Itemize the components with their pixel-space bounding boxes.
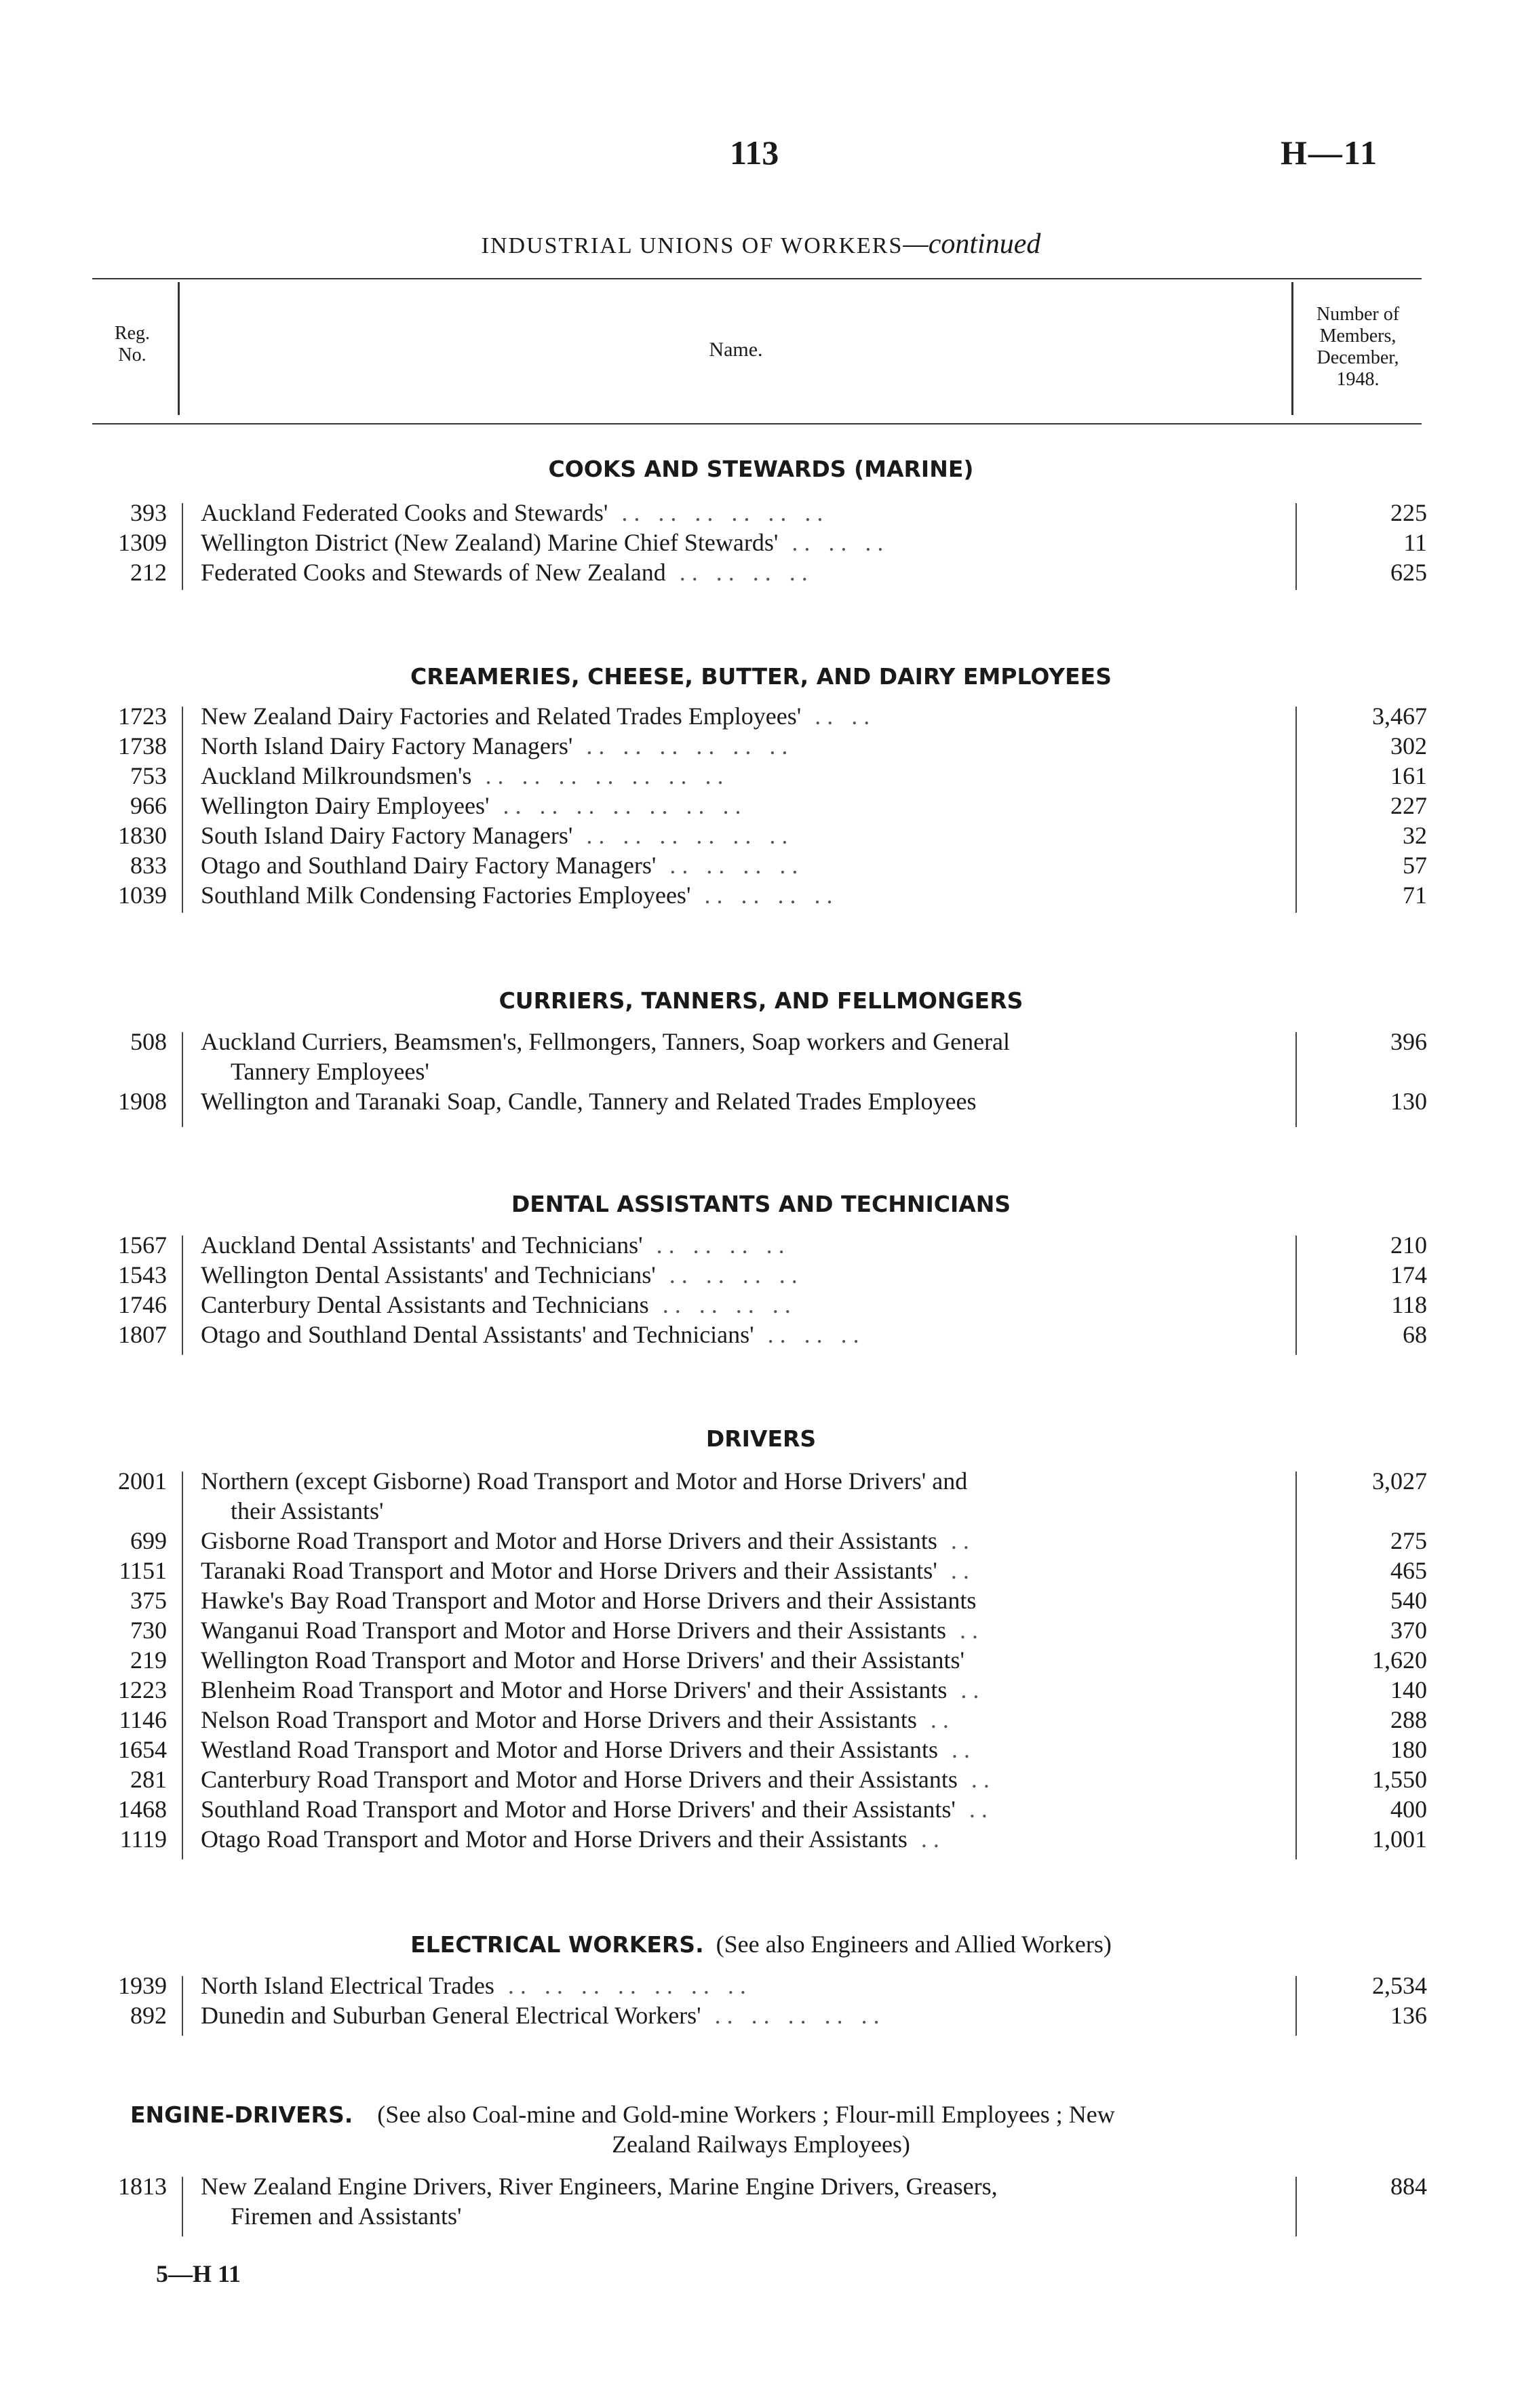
union-name bbox=[201, 1556, 1279, 1585]
table-row bbox=[0, 1556, 1522, 1585]
leader-dots: .. bbox=[950, 1557, 975, 1584]
table-row bbox=[0, 880, 1522, 910]
union-name bbox=[201, 761, 1279, 791]
reg-number: 375 bbox=[130, 1587, 167, 1614]
member-count: 227 bbox=[1390, 792, 1427, 819]
union-name-text: New Zealand Dairy Factories and Related Trades Employees' bbox=[201, 703, 802, 730]
table-row bbox=[0, 1824, 1522, 1854]
table-row bbox=[0, 1290, 1522, 1320]
table-row bbox=[0, 557, 1522, 587]
leader-dots: .. .. .. .. .. .. .. bbox=[503, 792, 747, 819]
leader-dots: .. .. .. .. bbox=[704, 882, 839, 909]
leader-dots: .. .. .. .. .. .. .. bbox=[507, 1972, 752, 1999]
reg-number: 1567 bbox=[118, 1231, 167, 1259]
table-row bbox=[0, 850, 1522, 880]
reg-no-header bbox=[95, 323, 170, 366]
union-name-text: Gisborne Road Transport and Motor and Horse Drivers and their Assistants bbox=[201, 1527, 937, 1554]
table-row bbox=[0, 1466, 1522, 1496]
table-row bbox=[0, 701, 1522, 731]
reg-no-header-line: No. bbox=[118, 344, 147, 366]
union-name-text: North Island Dairy Factory Managers' bbox=[201, 732, 573, 759]
section-title bbox=[0, 1930, 1522, 1958]
leader-dots: .. .. .. .. bbox=[679, 559, 814, 586]
leader-dots: .. bbox=[920, 1825, 945, 1853]
union-name bbox=[201, 1585, 1279, 1615]
union-name-text: Wellington and Taranaki Soap, Candle, Tannery and Related Trades Employees bbox=[201, 1088, 977, 1115]
member-count: 32 bbox=[1403, 822, 1427, 849]
union-name-text: Hawke's Bay Road Transport and Motor and Horse Drivers and their Assistants bbox=[201, 1587, 977, 1614]
union-name-text: Auckland Federated Cooks and Stewards' bbox=[201, 499, 608, 526]
union-name bbox=[201, 1290, 1279, 1320]
table-row bbox=[0, 1794, 1522, 1824]
member-count: 180 bbox=[1390, 1736, 1427, 1763]
table-row bbox=[0, 1526, 1522, 1556]
table-row bbox=[0, 528, 1522, 557]
member-count: 3,467 bbox=[1372, 703, 1427, 730]
union-name-continuation: Tannery Employees' bbox=[231, 1058, 429, 1085]
leader-dots: .. bbox=[951, 1736, 976, 1763]
union-name-text: Wellington Dairy Employees' bbox=[201, 792, 490, 819]
table-row bbox=[0, 1086, 1522, 1116]
table-row bbox=[0, 1585, 1522, 1615]
section-note: (See also Engineers and Allied Workers) bbox=[716, 1931, 1112, 1958]
leader-dots: .. .. .. .. bbox=[656, 1231, 791, 1259]
union-name bbox=[201, 1971, 1279, 2000]
member-count: 130 bbox=[1390, 1088, 1427, 1115]
reg-number: 1939 bbox=[118, 1972, 167, 1999]
section-title: COOKS AND STEWARDS (MARINE) bbox=[548, 456, 974, 482]
table-row bbox=[0, 1675, 1522, 1705]
union-name-text: Taranaki Road Transport and Motor and Horse Drivers and their Assistants' bbox=[201, 1557, 937, 1584]
union-name bbox=[201, 821, 1279, 850]
leader-dots: .. .. bbox=[815, 703, 876, 730]
member-count: 540 bbox=[1390, 1587, 1427, 1614]
member-count: 161 bbox=[1390, 762, 1427, 789]
reg-number: 1807 bbox=[118, 1321, 167, 1348]
union-name-text: South Island Dairy Factory Managers' bbox=[201, 822, 573, 849]
member-count: 57 bbox=[1403, 852, 1427, 879]
reg-number: 219 bbox=[130, 1646, 167, 1674]
union-name-text: Auckland Curriers, Beamsmen's, Fellmongers, Tanners, Soap workers and General bbox=[201, 1028, 1011, 1055]
row-continuation bbox=[0, 2201, 1522, 2231]
union-name-text: Canterbury Road Transport and Motor and Horse Drivers and their Assistants bbox=[201, 1766, 958, 1793]
reg-number: 966 bbox=[130, 792, 167, 819]
reg-number: 2001 bbox=[118, 1467, 167, 1495]
section-title: CREAMERIES, CHEESE, BUTTER, AND DAIRY EMPLOYEES bbox=[410, 663, 1112, 690]
member-count: 396 bbox=[1390, 1028, 1427, 1055]
reg-no-header-line: Reg. bbox=[114, 323, 151, 344]
section-title: DRIVERS bbox=[705, 1425, 817, 1452]
union-name-text: Otago and Southland Dental Assistants' and Technicians' bbox=[201, 1321, 754, 1348]
reg-number: 833 bbox=[130, 852, 167, 879]
union-name bbox=[201, 1466, 1279, 1496]
reg-number: 1746 bbox=[118, 1291, 167, 1318]
table-row bbox=[0, 1764, 1522, 1794]
table-row bbox=[0, 761, 1522, 791]
member-count: 2,534 bbox=[1372, 1972, 1427, 1999]
table-row bbox=[0, 1971, 1522, 2000]
union-name bbox=[201, 1260, 1279, 1290]
table-row bbox=[0, 2000, 1522, 2030]
reg-number: 1468 bbox=[118, 1796, 167, 1823]
reg-number: 892 bbox=[130, 2002, 167, 2029]
name-header: Name. bbox=[709, 338, 763, 361]
table-header-divider-left bbox=[178, 282, 180, 415]
members-header-line: 1948. bbox=[1336, 369, 1380, 390]
member-count: 210 bbox=[1390, 1231, 1427, 1259]
union-name-text: Wellington District (New Zealand) Marine Chief Stewards' bbox=[201, 529, 779, 556]
member-count: 174 bbox=[1390, 1261, 1427, 1288]
reg-number: 1738 bbox=[118, 732, 167, 759]
leader-dots: .. .. .. .. bbox=[662, 1291, 797, 1318]
union-name-text: Wellington Dental Assistants' and Technicians' bbox=[201, 1261, 656, 1288]
table-row bbox=[0, 791, 1522, 821]
leader-dots: .. .. .. bbox=[767, 1321, 865, 1348]
union-name bbox=[201, 1086, 1279, 1116]
union-name bbox=[201, 1764, 1279, 1794]
union-name bbox=[201, 2000, 1279, 2030]
union-name bbox=[201, 1705, 1279, 1735]
leader-dots: .. .. .. .. bbox=[669, 852, 804, 879]
union-name bbox=[201, 791, 1279, 821]
union-name bbox=[201, 1320, 1279, 1349]
union-name bbox=[201, 850, 1279, 880]
row-continuation bbox=[0, 1496, 1522, 1526]
member-count: 1,620 bbox=[1372, 1646, 1427, 1674]
reg-number: 753 bbox=[130, 762, 167, 789]
document-reference: H—11 bbox=[1281, 134, 1379, 172]
union-name-text: Westland Road Transport and Motor and Horse Drivers and their Assistants bbox=[201, 1736, 938, 1763]
leader-dots: .. .. .. .. .. .. .. bbox=[485, 762, 730, 789]
union-name-text: Auckland Dental Assistants' and Technicians' bbox=[201, 1231, 643, 1259]
leader-dots: .. .. .. bbox=[792, 529, 890, 556]
union-name bbox=[201, 2171, 1279, 2201]
member-count: 884 bbox=[1390, 2173, 1427, 2200]
section-title: ENGINE-DRIVERS. bbox=[130, 2101, 353, 2128]
signature-mark: 5—H 11 bbox=[156, 2260, 241, 2287]
document-title bbox=[0, 228, 1522, 260]
union-name-text: Southland Road Transport and Motor and Horse Drivers' and their Assistants' bbox=[201, 1796, 956, 1823]
union-name-text: Wellington Road Transport and Motor and Horse Drivers' and their Assistants' bbox=[201, 1646, 964, 1674]
leader-dots: .. bbox=[960, 1676, 986, 1703]
reg-number: 1723 bbox=[118, 703, 167, 730]
table-row bbox=[0, 1260, 1522, 1290]
reg-number: 281 bbox=[130, 1766, 167, 1793]
member-count: 1,550 bbox=[1372, 1766, 1427, 1793]
union-name-text: Otago Road Transport and Motor and Horse Drivers and their Assistants bbox=[201, 1825, 908, 1853]
union-name bbox=[201, 557, 1279, 587]
reg-number: 1813 bbox=[118, 2173, 167, 2200]
document-title-text: INDUSTRIAL UNIONS OF WORKERS bbox=[481, 233, 903, 258]
member-count: 302 bbox=[1390, 732, 1427, 759]
union-name-text: Federated Cooks and Stewards of New Zealand bbox=[201, 559, 666, 586]
table-row bbox=[0, 1645, 1522, 1675]
table-header-divider-right bbox=[1291, 282, 1293, 415]
member-count: 68 bbox=[1403, 1321, 1427, 1348]
leader-dots: .. bbox=[971, 1766, 996, 1793]
member-count: 288 bbox=[1390, 1706, 1427, 1733]
member-count: 71 bbox=[1403, 882, 1427, 909]
reg-number: 1654 bbox=[118, 1736, 167, 1763]
union-name-text: Dunedin and Suburban General Electrical Workers' bbox=[201, 2002, 701, 2029]
engine-drivers-note-continuation: Zealand Railways Employees) bbox=[612, 2131, 910, 2158]
member-count: 465 bbox=[1390, 1557, 1427, 1584]
member-count: 11 bbox=[1403, 529, 1427, 556]
members-header-line: Number of bbox=[1316, 304, 1400, 325]
leader-dots: .. .. .. .. .. .. bbox=[621, 499, 830, 526]
reg-number: 1151 bbox=[119, 1557, 167, 1584]
section-title: DENTAL ASSISTANTS AND TECHNICIANS bbox=[511, 1191, 1011, 1217]
union-name bbox=[201, 1645, 1279, 1675]
union-name bbox=[201, 880, 1279, 910]
union-name bbox=[201, 1027, 1279, 1057]
union-name-text: Canterbury Dental Assistants and Technicians bbox=[201, 1291, 649, 1318]
table-row bbox=[0, 821, 1522, 850]
leader-dots: .. bbox=[959, 1617, 984, 1644]
member-count: 225 bbox=[1390, 499, 1427, 526]
reg-number: 212 bbox=[130, 559, 167, 586]
member-count: 118 bbox=[1391, 1291, 1427, 1318]
union-name-text: North Island Electrical Trades bbox=[201, 1972, 494, 1999]
section-note: (See also Coal-mine and Gold-mine Workers ; Flour-mill Employees ; New bbox=[377, 2101, 1115, 2128]
union-name-text: Auckland Milkroundsmen's bbox=[201, 762, 472, 789]
leader-dots: .. .. .. .. .. .. bbox=[586, 822, 794, 849]
table-row bbox=[0, 1320, 1522, 1349]
union-name-text: Wanganui Road Transport and Motor and Horse Drivers and their Assistants bbox=[201, 1617, 946, 1644]
union-name bbox=[201, 498, 1279, 528]
row-continuation bbox=[0, 1057, 1522, 1086]
reg-number: 1309 bbox=[118, 529, 167, 556]
union-name-text: Northern (except Gisborne) Road Transport and Motor and Horse Drivers' and bbox=[201, 1467, 968, 1495]
table-row bbox=[0, 1705, 1522, 1735]
union-name bbox=[201, 1794, 1279, 1824]
table-row bbox=[0, 2171, 1522, 2201]
table-header-bottom-rule bbox=[92, 423, 1422, 425]
leader-dots: .. .. .. .. .. .. bbox=[586, 732, 794, 759]
union-name-text: New Zealand Engine Drivers, River Engineers, Marine Engine Drivers, Greasers, bbox=[201, 2173, 998, 2200]
page-number: 113 bbox=[730, 134, 779, 172]
union-name-text: Otago and Southland Dairy Factory Managers' bbox=[201, 852, 657, 879]
engine-drivers-heading bbox=[130, 2099, 1446, 2130]
union-name-text: Nelson Road Transport and Motor and Horse Drivers and their Assistants bbox=[201, 1706, 917, 1733]
table-row bbox=[0, 1230, 1522, 1260]
reg-number: 699 bbox=[130, 1527, 167, 1554]
union-name bbox=[201, 1735, 1279, 1764]
reg-number: 508 bbox=[130, 1028, 167, 1055]
union-name bbox=[201, 1675, 1279, 1705]
reg-number: 730 bbox=[130, 1617, 167, 1644]
reg-number: 1908 bbox=[118, 1088, 167, 1115]
reg-number: 393 bbox=[130, 499, 167, 526]
table-row bbox=[0, 498, 1522, 528]
member-count: 275 bbox=[1390, 1527, 1427, 1554]
union-name bbox=[201, 701, 1279, 731]
member-count: 400 bbox=[1390, 1796, 1427, 1823]
member-count: 3,027 bbox=[1372, 1467, 1427, 1495]
reg-number: 1223 bbox=[118, 1676, 167, 1703]
member-count: 140 bbox=[1390, 1676, 1427, 1703]
table-header-top-rule bbox=[92, 278, 1422, 279]
table-row bbox=[0, 731, 1522, 761]
leader-dots: .. .. .. .. .. bbox=[714, 2002, 886, 2029]
leader-dots: .. .. .. .. bbox=[669, 1261, 804, 1288]
union-name bbox=[201, 1615, 1279, 1645]
union-name bbox=[201, 1824, 1279, 1854]
union-name bbox=[201, 528, 1279, 557]
members-header-line: Members, bbox=[1319, 325, 1397, 347]
member-count: 136 bbox=[1390, 2002, 1427, 2029]
reg-number: 1146 bbox=[119, 1706, 167, 1733]
leader-dots: .. bbox=[969, 1796, 994, 1823]
section-title-text: ELECTRICAL WORKERS. bbox=[410, 1931, 704, 1958]
reg-number: 1039 bbox=[118, 882, 167, 909]
section-title: CURRIERS, TANNERS, AND FELLMONGERS bbox=[499, 987, 1023, 1014]
union-name bbox=[201, 731, 1279, 761]
union-name-text: Blenheim Road Transport and Motor and Horse Drivers' and their Assistants bbox=[201, 1676, 948, 1703]
members-header-line: December, bbox=[1316, 347, 1399, 368]
document-title-suffix: —continued bbox=[903, 229, 1041, 260]
union-name-continuation: their Assistants' bbox=[231, 1497, 384, 1524]
union-name bbox=[201, 1526, 1279, 1556]
member-count: 1,001 bbox=[1372, 1825, 1427, 1853]
union-name-text: Southland Milk Condensing Factories Employees' bbox=[201, 882, 691, 909]
table-row bbox=[0, 1735, 1522, 1764]
member-count: 370 bbox=[1390, 1617, 1427, 1644]
leader-dots: .. bbox=[950, 1527, 975, 1554]
reg-number: 1119 bbox=[119, 1825, 167, 1853]
table-row bbox=[0, 1027, 1522, 1057]
reg-number: 1830 bbox=[118, 822, 167, 849]
member-count: 625 bbox=[1390, 559, 1427, 586]
union-name bbox=[201, 1230, 1279, 1260]
union-name-continuation: Firemen and Assistants' bbox=[231, 2203, 462, 2230]
reg-number: 1543 bbox=[118, 1261, 167, 1288]
leader-dots: .. bbox=[930, 1706, 955, 1733]
members-header bbox=[1297, 304, 1419, 391]
table-row bbox=[0, 1615, 1522, 1645]
